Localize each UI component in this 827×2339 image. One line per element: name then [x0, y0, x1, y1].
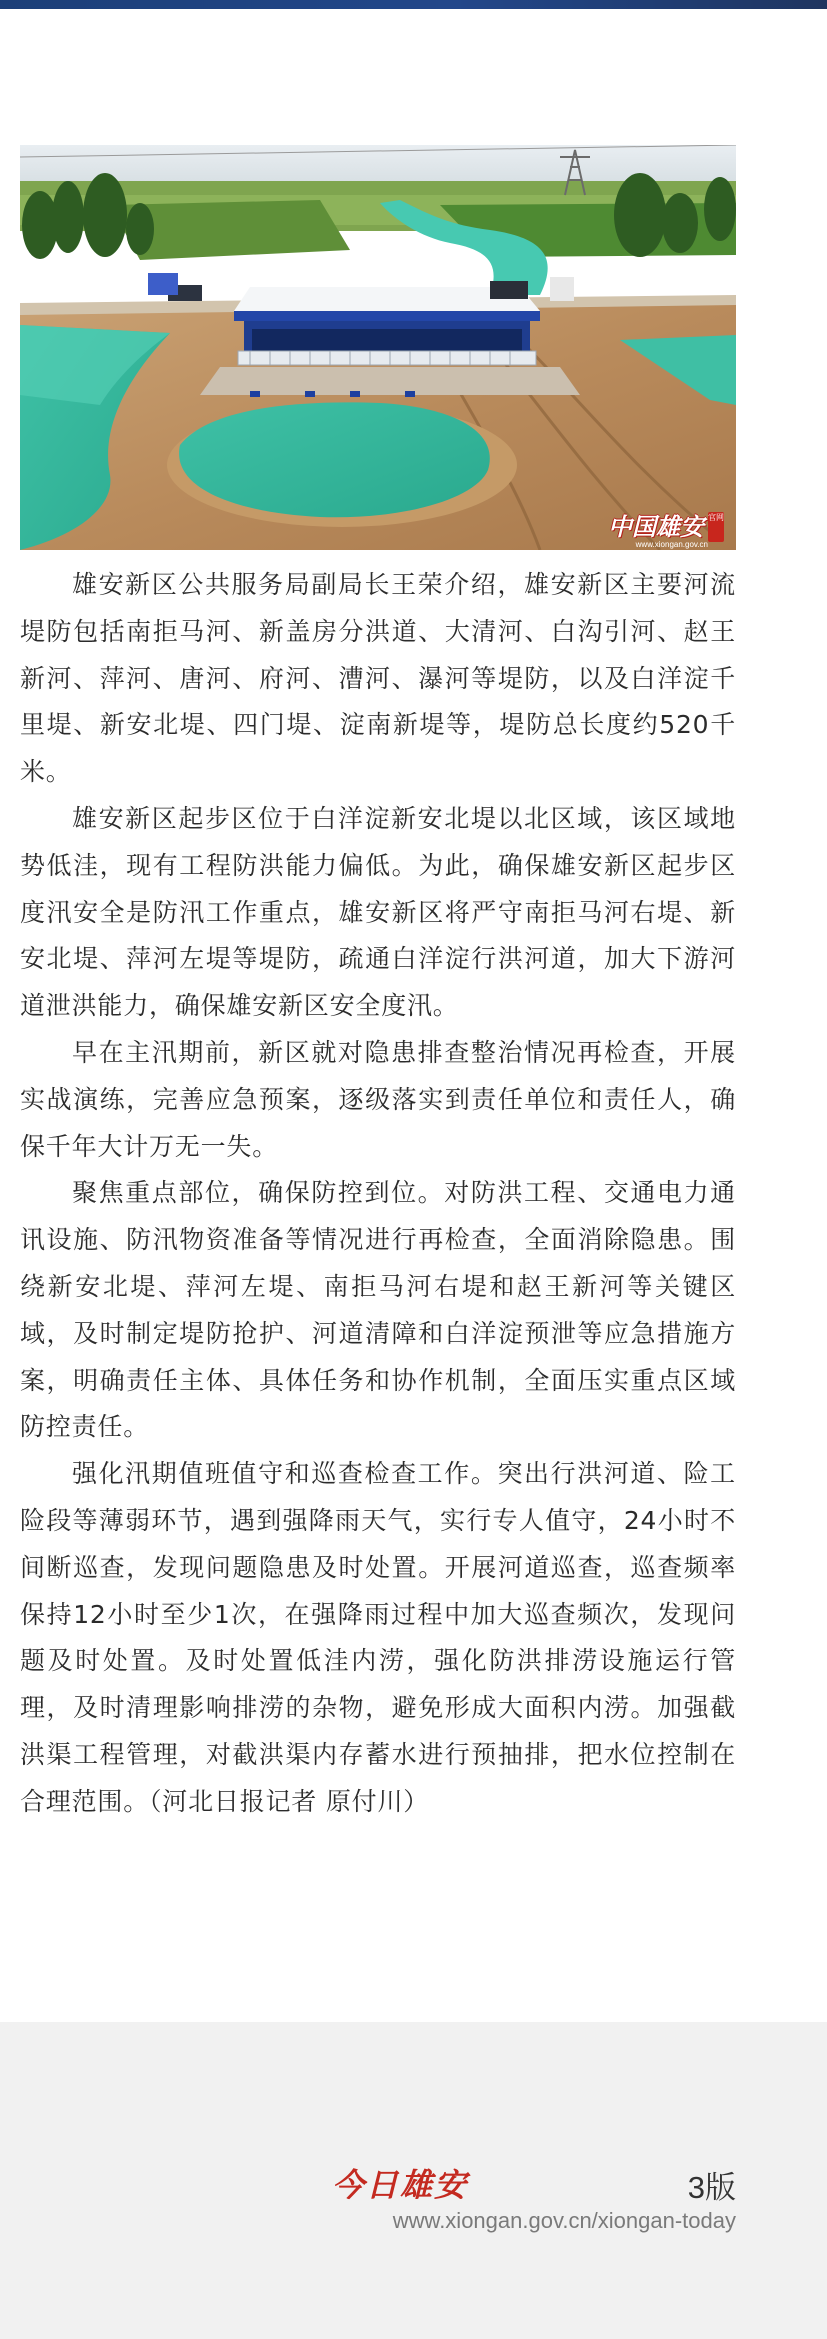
article-body	[20, 562, 736, 1826]
article-paragraph: 聚焦重点部位，确保防控到位。对防洪工程、交通电力通讯设施、防汛物资准备等情况进行再检查，全面消除隐患。围绕新安北堤、萍河左堤、南拒马河右堤和赵王新河等关键区域，及时制定堤防抢护、河道清障和白洋淀预泄等应急措施方案，明确责任主体、具体任务和协作机制，全面压实重点区域防控责任。	[20, 1178, 736, 1442]
watermark-logo: 中国雄安	[608, 512, 704, 541]
watermark-seal-icon: 官网	[708, 512, 724, 542]
article-paragraph: 雄安新区起步区位于白洋淀新安北堤以北区域，该区域地势低洼，现有工程防洪能力偏低。为此，确保雄安新区起步区度汛安全是防汛工作重点，雄安新区将严守南拒马河右堤、新安北堤、萍河左堤等堤防，疏通白洋淀行洪河道，加大下游河道泄洪能力，确保雄安新区安全度汛。	[20, 803, 736, 1021]
article-paragraph: 强化汛期值班值守和巡查检查工作。突出行洪河道、险工险段等薄弱环节，遇到强降雨天气，实行专人值守，24小时不间断巡查，发现问题隐患及时处置。开展河道巡查，巡查频率保持12小时至少1次，在强降雨过程中加大巡查频次，发现问题及时处置。及时处置低洼内涝，强化防洪排涝设施运行管理，及时清理影响排涝的杂物，避免形成大面积内涝。加强截洪渠工程管理，对截洪渠内存蓄水进行预抽排，把水位控制在合理范围。（河北日报记者 原付川）	[20, 1459, 736, 1816]
page-footer	[0, 2022, 827, 2339]
article-paragraph: 雄安新区公共服务局副局长王荣介绍，雄安新区主要河流堤防包括南拒马河、新盖房分洪道、大清河、白沟引河、赵王新河、萍河、唐河、府河、漕河、瀑河等堤防，以及白洋淀千里堤、新安北堤、四门堤、淀南新堤等，堤防总长度约520千米。	[20, 570, 736, 787]
footer-url-link[interactable]: www.xiongan.gov.cn/xiongan-today	[392, 2208, 736, 2233]
edition-number: 3版	[687, 2170, 736, 2205]
river-embankment-photo	[20, 145, 736, 550]
article-paragraph: 早在主汛期前，新区就对隐患排查整治情况再检查，开展实战演练，完善应急预案，逐级落实到责任单位和责任人，确保千年大计万无一失。	[20, 1037, 736, 1161]
footer-brand-logo: 今日雄安	[332, 2166, 469, 2204]
top-accent-bar	[0, 0, 827, 9]
watermark-url: www.xiongan.gov.cn	[635, 540, 708, 549]
photo-watermark	[608, 512, 724, 542]
aerial-photo-illustration	[20, 145, 736, 550]
